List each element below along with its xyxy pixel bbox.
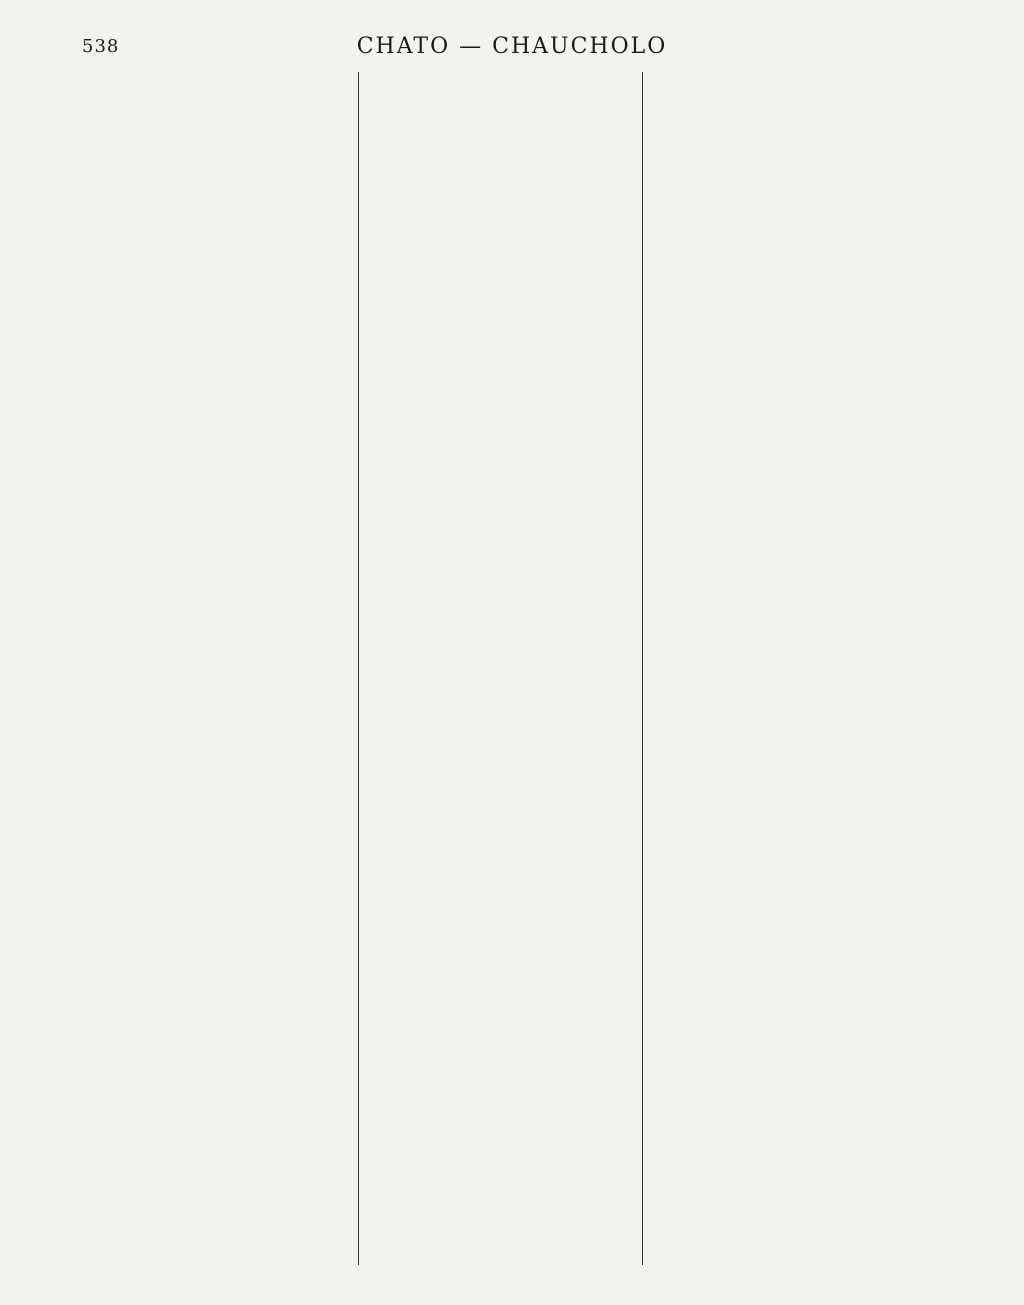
- column-separator-right: [642, 72, 643, 1265]
- page-number: 538: [82, 36, 120, 57]
- column-middle: [366, 72, 636, 1265]
- column-left: [82, 72, 352, 1265]
- column-separator-left: [358, 72, 359, 1265]
- running-head: CHATO — CHAUCHOLO: [356, 34, 668, 59]
- column-right: [650, 72, 920, 1265]
